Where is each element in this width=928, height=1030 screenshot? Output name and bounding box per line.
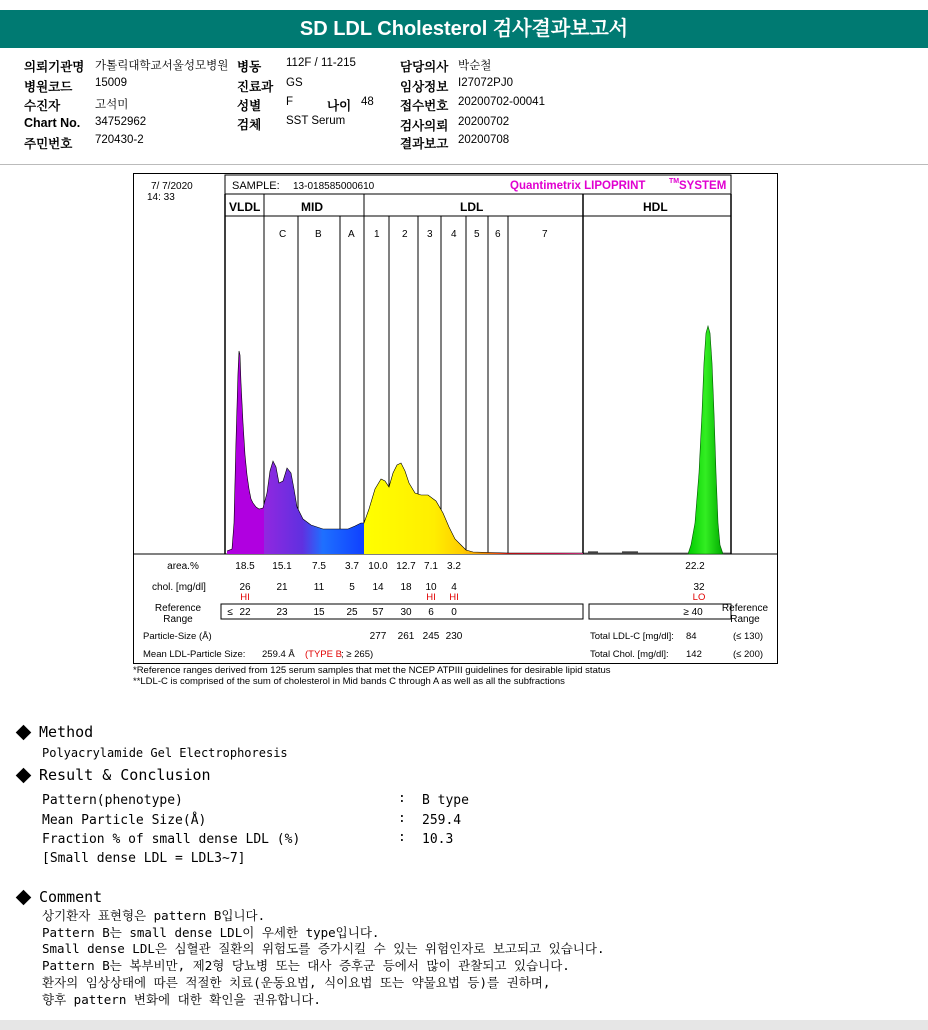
comment-heading-text: Comment — [39, 888, 103, 906]
info-value: 15009 — [95, 77, 127, 89]
info-label: 성별 — [237, 99, 262, 113]
info-label: 병원코드 — [24, 80, 73, 94]
area-value: 12.7 — [396, 561, 416, 572]
chol-value: 26 — [239, 582, 251, 593]
method-heading-text: Method — [39, 723, 94, 741]
result-value: 259.4 — [422, 813, 462, 828]
ref-value: 30 — [400, 607, 412, 618]
info-label: 결과보고 — [400, 137, 449, 151]
result-colon: : — [398, 830, 406, 845]
area-value-hdl: 22.2 — [685, 561, 705, 572]
info-label: 검체 — [237, 118, 262, 132]
info-label: Chart No. — [24, 116, 81, 130]
total-ldl-value: 84 — [686, 631, 697, 642]
sample-label: SAMPLE: — [232, 180, 280, 192]
area-value: 7.5 — [312, 561, 326, 572]
diamond-bullet-icon — [16, 725, 32, 741]
chol-value: 21 — [276, 582, 288, 593]
result-colon: : — [398, 791, 406, 806]
band-7: 7 — [542, 229, 548, 240]
flag-hi: HI — [449, 592, 459, 603]
page-bottom-bar — [0, 1020, 928, 1030]
age-label: 나이 — [327, 99, 352, 113]
info-value: 20200702-00041 — [458, 96, 545, 108]
footnote: *Reference ranges derived from 125 serum samples that met the NCEP ATPIII guidelines for desirable lipid status — [133, 665, 611, 676]
chol-value: 18 — [400, 582, 412, 593]
info-value: 34752962 — [95, 116, 147, 128]
info-label: 접수번호 — [400, 99, 449, 113]
ref-value-hdl: ≥ 40 — [683, 607, 703, 618]
mean-label: Mean LDL-Particle Size: — [143, 649, 246, 660]
info-label: 임상정보 — [400, 80, 449, 94]
info-label: 검사의뢰 — [400, 119, 449, 133]
total-ldl-label: Total LDL-C [mg/dl]: — [590, 631, 674, 642]
area-value: 10.0 — [368, 561, 388, 572]
result-heading-text: Result & Conclusion — [39, 766, 211, 784]
area-value: 15.1 — [272, 561, 292, 572]
ref-value: 22 — [239, 607, 251, 618]
info-value: 720430-2 — [95, 134, 144, 146]
divider — [0, 164, 928, 165]
area-value: 7.1 — [424, 561, 438, 572]
ref-value: 6 — [428, 607, 434, 618]
info-value: I27072PJ0 — [458, 77, 513, 89]
area-value: 3.2 — [447, 561, 461, 572]
psize-label: Particle-Size (Å) — [143, 631, 212, 642]
method-heading — [14, 723, 93, 741]
chart-time: 14: 33 — [147, 192, 175, 203]
ref-label-right: Range — [730, 614, 760, 625]
comment-line: 상기환자 표현형은 pattern B입니다. — [42, 908, 266, 923]
result-label: Mean Particle Size(Å) — [42, 813, 207, 828]
info-label: 병동 — [237, 60, 262, 74]
footnotes — [133, 665, 611, 687]
band-4: 4 — [451, 229, 457, 240]
info-label: 의뢰기관명 — [24, 60, 85, 74]
info-label: 수진자 — [24, 99, 61, 113]
info-value: SST Serum — [286, 115, 346, 127]
chol-value: 14 — [372, 582, 384, 593]
chol-value: 5 — [349, 582, 355, 593]
result-value: B type — [422, 793, 469, 808]
age-value: 48 — [361, 96, 374, 108]
mean-type: (TYPE B — [305, 649, 342, 660]
info-value: 112F / 11-215 — [286, 57, 356, 69]
chol-value: 11 — [313, 582, 325, 593]
flag-hi: HI — [240, 592, 250, 603]
ref-prefix: ≤ — [227, 607, 233, 618]
info-value: 고석미 — [95, 99, 129, 111]
psize-value: 230 — [445, 631, 463, 642]
mean-value: 259.4 Å — [262, 649, 295, 660]
chart-date: 7/ 7/2020 — [151, 181, 193, 192]
brand-tm: TM — [669, 178, 680, 185]
comment-line: Small dense LDL은 심혈관 질환의 위험도를 증가시킬 수 있는 위험인자로 보고되고 있습니다. — [42, 941, 605, 957]
band-b: B — [315, 229, 322, 240]
ref-label: Reference — [154, 603, 202, 614]
comment-line: 향후 pattern 변화에 대한 확인을 권유합니다. — [42, 991, 321, 1007]
band-a: A — [348, 229, 355, 240]
brand-system: SYSTEM — [679, 180, 727, 192]
ref-value: 25 — [346, 607, 358, 618]
report-title: SD LDL Cholesterol 검사결과보고서 — [0, 10, 928, 48]
area-label: area.% — [167, 561, 199, 572]
chol-value: 4 — [451, 582, 457, 593]
total-chol-value: 142 — [686, 649, 702, 660]
info-label: 담당의사 — [400, 60, 449, 74]
ref-value: 0 — [451, 607, 457, 618]
band-5: 5 — [474, 229, 480, 240]
group-ldl: LDL — [460, 200, 484, 214]
brand-name: Quantimetrix LIPOPRINT — [510, 180, 646, 192]
sample-value: 13-018585000610 — [293, 181, 375, 192]
comment-line: Pattern B는 복부비만, 제2형 당뇨병 또는 대사 증후군 등에서 많이 관찰되고 있습니다. — [42, 958, 570, 974]
result-label: Pattern(phenotype) — [42, 793, 183, 808]
ref-value: 57 — [372, 607, 384, 618]
diamond-bullet-icon — [16, 890, 32, 906]
band-6: 6 — [495, 229, 501, 240]
band-c: C — [279, 229, 287, 240]
band-1: 1 — [374, 229, 380, 240]
ref-value: 15 — [313, 607, 325, 618]
total-ldl-ref: (≤ 130) — [733, 631, 764, 642]
group-vldl: VLDL — [229, 200, 261, 214]
info-value: 가톨릭대학교서울성모병원 — [95, 60, 229, 72]
group-mid: MID — [301, 200, 323, 214]
info-value: 20200708 — [458, 134, 510, 146]
psize-value: 261 — [397, 631, 415, 642]
diamond-bullet-icon — [16, 768, 32, 784]
chol-label: chol. [mg/dl] — [152, 582, 206, 593]
group-hdl: HDL — [643, 200, 668, 214]
total-chol-label: Total Chol. [mg/dl]: — [590, 649, 669, 660]
result-heading — [14, 766, 211, 784]
info-label: 주민번호 — [24, 137, 73, 151]
footnote: **LDL-C is comprised of the sum of cholesterol in Mid bands C through A as well as all the subfractions — [133, 676, 565, 687]
method-text: Polyacrylamide Gel Electrophoresis — [42, 746, 288, 760]
band-2: 2 — [402, 229, 408, 240]
psize-value: 245 — [422, 631, 440, 642]
area-value: 3.7 — [345, 561, 359, 572]
info-value: GS — [286, 77, 303, 89]
result-colon: : — [398, 811, 406, 826]
comment-line: 환자의 임상상태에 따른 적절한 치료(운동요법, 식이요법 또는 약물요법 등)를 권하며, — [42, 974, 551, 990]
result-note: [Small dense LDL = LDL3~7] — [42, 851, 246, 866]
lipoprint-chart — [133, 173, 778, 664]
patient-info — [0, 55, 928, 155]
ref-label: Range — [163, 614, 193, 625]
ref-value: 23 — [276, 607, 288, 618]
info-value: 박순철 — [458, 60, 492, 72]
area-value: 18.5 — [235, 561, 255, 572]
comment-line: Pattern B는 small dense LDL이 우세한 type입니다. — [42, 924, 380, 940]
flag-hi: HI — [426, 592, 436, 603]
result-label: Fraction % of small dense LDL (%) — [42, 832, 301, 847]
comment-body — [42, 908, 604, 1008]
result-value: 10.3 — [422, 832, 454, 847]
info-value: F — [286, 96, 294, 108]
chol-value-hdl: 32 — [693, 582, 705, 593]
total-chol-ref: (≤ 200) — [733, 649, 764, 660]
mean-ref: ; ≥ 265) — [341, 649, 374, 660]
band-3: 3 — [427, 229, 433, 240]
chol-value: 10 — [425, 582, 437, 593]
info-value: 20200702 — [458, 116, 510, 128]
comment-heading — [14, 888, 102, 906]
info-label: 진료과 — [237, 80, 274, 94]
flag-lo: LO — [692, 592, 706, 603]
psize-value: 277 — [369, 631, 387, 642]
ref-label-right: Reference — [721, 603, 769, 614]
